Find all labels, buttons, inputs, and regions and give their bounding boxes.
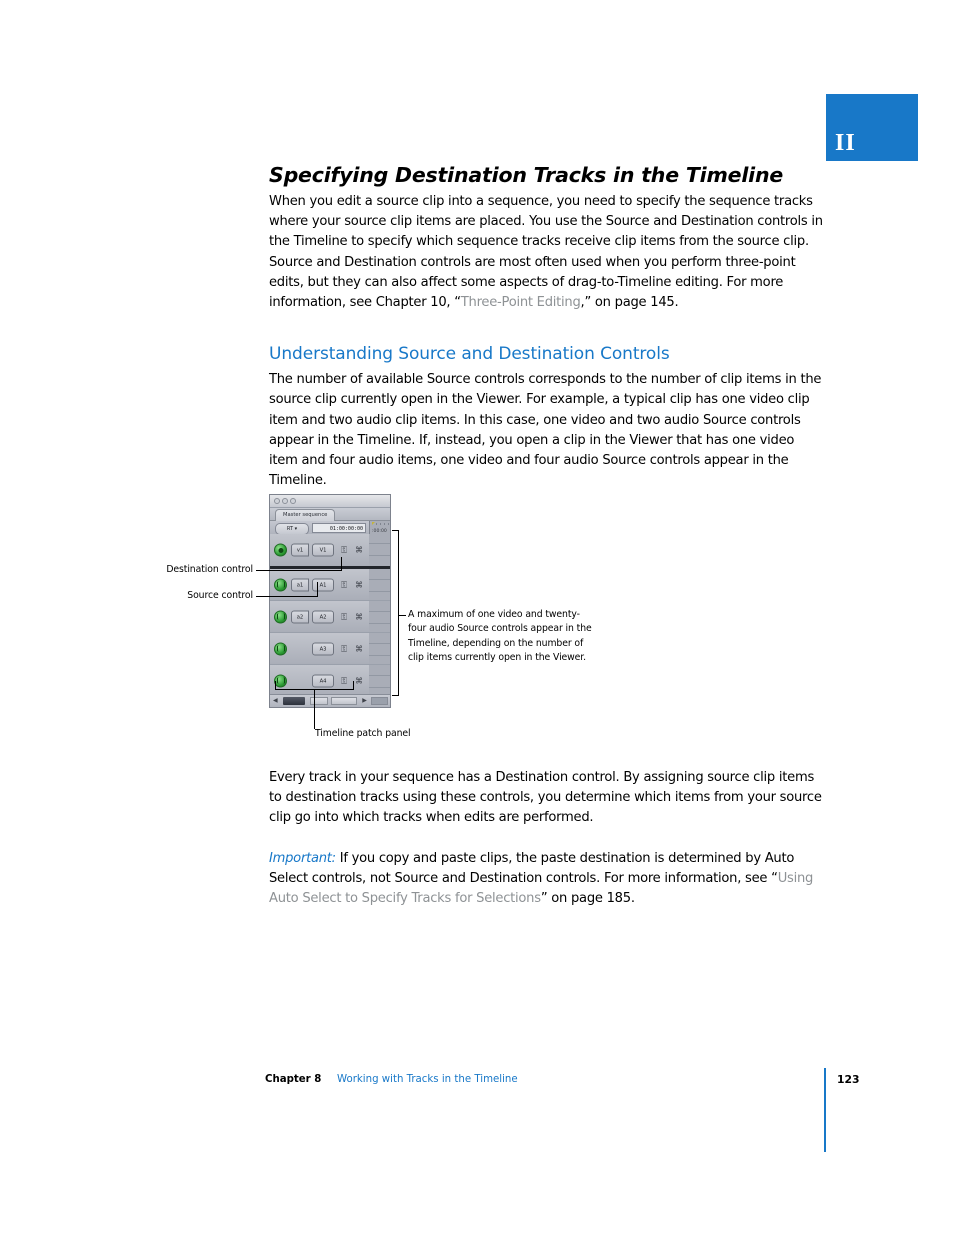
lane-line xyxy=(369,643,390,644)
lane-line xyxy=(369,611,390,612)
destination-control-A3[interactable]: A3 xyxy=(312,642,334,655)
subsection-paragraph: The number of available Source controls corresponds to the number of clip items in the source clip currently open in the Viewer. For example, a typical clip has one video clip item and two audio clip items. In this case, one video and two audio Source controls appear in the Timeline. If, instead, you open a clip in the Viewer that has one video item and four audio items, one video and four audio Source controls appear in the Timeline. xyxy=(269,372,822,489)
part-tab-number: II xyxy=(835,130,856,156)
patch-panel-cell xyxy=(270,601,370,632)
speaker-glyph xyxy=(278,582,284,588)
ruler-ticks xyxy=(376,523,389,525)
bracket-line xyxy=(398,530,399,696)
destination-control-A1[interactable]: A1 xyxy=(312,578,334,591)
speaker-glyph xyxy=(278,678,284,684)
cross-reference-auto-select[interactable]: Using Auto Select to Specify Tracks for Selections xyxy=(269,870,814,907)
patch-panel-cell xyxy=(270,534,370,566)
track-row xyxy=(270,665,390,697)
timeline-window xyxy=(269,494,391,708)
patch-panel-cell xyxy=(270,665,370,696)
bracket-line xyxy=(392,695,399,696)
important-text-b: ” on page 185. xyxy=(540,891,635,907)
auto-select-icon[interactable]: ⌘ xyxy=(355,612,363,621)
track-row xyxy=(270,534,390,569)
nav-right-icon[interactable]: ▶ xyxy=(362,698,367,704)
footer-chapter-label: Chapter 8 xyxy=(265,1074,322,1085)
footer-page-number: 123 xyxy=(837,1073,860,1086)
nav-left-icon[interactable]: ◀ xyxy=(273,698,278,704)
auto-select-icon[interactable]: ⌘ xyxy=(355,676,363,685)
footer-chapter-name[interactable]: Working with Tracks in the Timeline xyxy=(337,1074,518,1085)
ruler-timecode-label: :00:00 xyxy=(372,529,387,534)
callout-max-source-controls: A maximum of one video and twenty-four audio Source controls appear in the Timeline, depending on the number of clip items currently open in the Viewer. xyxy=(408,609,592,664)
page-footer xyxy=(0,1072,954,1092)
lane-line xyxy=(369,543,390,544)
track-height-control[interactable] xyxy=(310,697,328,705)
eye-glyph xyxy=(278,548,283,553)
destination-control-A4[interactable]: A4 xyxy=(312,674,334,687)
track-strip[interactable] xyxy=(369,569,390,600)
sequence-tabbar xyxy=(270,508,390,521)
cross-reference-three-point-editing[interactable]: Three-Point Editing xyxy=(460,295,581,311)
timecode-field[interactable]: 01:00:00:00 xyxy=(312,523,366,533)
audible-speaker-icon[interactable] xyxy=(274,578,287,591)
zoom-slider[interactable] xyxy=(283,697,305,705)
lock-icon[interactable]: ⚿ xyxy=(340,612,348,621)
lane-line xyxy=(369,655,390,656)
track-strip[interactable] xyxy=(369,633,390,664)
audio-meter xyxy=(371,697,388,705)
track-strip[interactable] xyxy=(369,534,390,566)
timeline-ruler[interactable] xyxy=(369,521,390,535)
timeline-bottom-bar xyxy=(270,694,390,707)
leader-line xyxy=(317,582,318,597)
source-control-a2[interactable]: a2 xyxy=(291,610,309,623)
destination-control-A2[interactable]: A2 xyxy=(312,610,334,623)
tab-master-sequence[interactable]: Master sequence xyxy=(275,509,335,521)
bracket-line xyxy=(275,681,276,690)
track-strip[interactable] xyxy=(369,601,390,632)
lane-line xyxy=(369,623,390,624)
auto-select-icon[interactable]: ⌘ xyxy=(355,545,363,555)
audible-speaker-icon[interactable] xyxy=(274,642,287,655)
leader-line xyxy=(341,557,342,571)
leader-line xyxy=(256,570,342,571)
lock-icon[interactable]: ⚿ xyxy=(340,644,348,653)
auto-select-icon[interactable]: ⌘ xyxy=(355,580,363,589)
track-row xyxy=(270,633,390,665)
speaker-glyph xyxy=(278,614,284,620)
page-title: Specifying Destination Tracks in the Timeline xyxy=(269,163,784,187)
callout-destination-control: Destination control xyxy=(166,564,253,575)
track-list xyxy=(270,534,390,694)
lock-icon[interactable]: ⚿ xyxy=(340,580,348,589)
close-button-icon[interactable] xyxy=(274,498,280,504)
leader-line xyxy=(256,596,318,597)
closing-block xyxy=(269,763,825,909)
chevron-down-icon: ▾ xyxy=(294,526,298,532)
lane-line xyxy=(369,675,390,676)
speaker-glyph xyxy=(278,646,284,652)
auto-select-icon[interactable]: ⌘ xyxy=(355,644,363,653)
intro-paragraph xyxy=(269,187,825,313)
window-titlebar xyxy=(270,495,390,508)
zoom-button-icon[interactable] xyxy=(290,498,296,504)
lock-icon[interactable]: ⚿ xyxy=(340,545,348,555)
part-tab-marker xyxy=(826,94,918,161)
patch-panel-cell xyxy=(270,633,370,664)
important-label: Important: xyxy=(269,850,336,866)
bracket-line xyxy=(353,681,354,690)
page-content xyxy=(269,0,825,491)
leader-line xyxy=(314,689,315,729)
lock-icon[interactable]: ⚿ xyxy=(340,676,348,685)
track-strip[interactable] xyxy=(369,665,390,696)
important-text-a: If you copy and paste clips, the paste destination is determined by Auto Select controls, not Source and Destination controls. For more information, see “ xyxy=(269,850,795,886)
lane-line xyxy=(369,579,390,580)
destination-control-V1[interactable]: V1 xyxy=(312,544,334,557)
subsection-title: Understanding Source and Destination Controls xyxy=(269,344,670,365)
intro-text-a: When you edit a source clip into a sequence, you need to specify the sequence tracks where your source clip items are placed. You use the Source and Destination controls in the Timeline to specify which sequence tracks receive clip items from the source clip. Source and Destination controls are most often used when you perform three-point edits, but they can also affect some aspects of drag-to-Timeline editing. For more information, see Chapter 10, “ xyxy=(269,194,823,311)
lane-line xyxy=(369,555,390,556)
intro-text-b: ,” on page 145. xyxy=(580,295,679,311)
lane-line xyxy=(369,687,390,688)
audible-speaker-icon[interactable] xyxy=(274,610,287,623)
closing-paragraph: Every track in your sequence has a Destination control. By assigning source clip items to destination tracks using these controls, you determine which items from your source clip go into which tracks when edits are performed. xyxy=(269,770,822,826)
leader-line xyxy=(398,615,406,616)
track-row xyxy=(270,601,390,633)
source-control-v1[interactable]: v1 xyxy=(291,544,309,557)
bracket-line xyxy=(392,530,399,531)
rt-popup-label: RT xyxy=(286,526,294,532)
track-layout-control[interactable] xyxy=(331,697,357,705)
minimize-button-icon[interactable] xyxy=(282,498,288,504)
visibility-eye-icon[interactable] xyxy=(274,544,287,557)
playhead-icon[interactable] xyxy=(372,522,375,525)
callout-source-control: Source control xyxy=(187,590,253,601)
important-note xyxy=(269,829,825,910)
callout-timeline-patch-panel: Timeline patch panel xyxy=(315,728,411,739)
source-control-a1[interactable]: a1 xyxy=(291,578,309,591)
lane-line xyxy=(369,591,390,592)
